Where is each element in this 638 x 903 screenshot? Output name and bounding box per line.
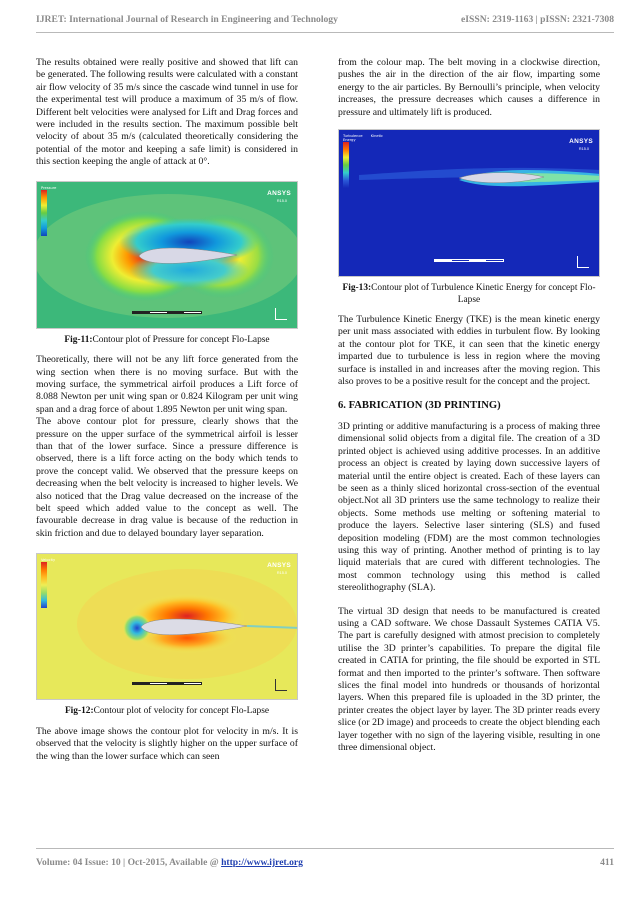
caption-text: Contour plot of Pressure for concept Flo-Lapse: [92, 334, 270, 345]
paragraph: The virtual 3D design that needs to be manufactured is created using a CAD software. We chose Dassault Systemes CATIA V5. The part is carefully designed with atmost precision to completely utilise the 3D printer’s capabilities. To prepare the digital file created in CATIA for printing, the file should be exported in STL format and then imported to the printer’s software. Then software slices the final model into hundreds or thousands of horizontal layers. When this prepared file is uploaded in the 3D printer, the printer creates the object layer by layer. The 3D printer reads every slice (or 2D image) and proceeds to create the object blending each layer together with no sign of the layering visible, resulting in one three dimensional object.: [338, 605, 600, 754]
ansys-logo: ANSYS: [267, 562, 291, 570]
colorbar: [343, 142, 349, 188]
scale-bar: [132, 682, 202, 689]
page-number: 411: [600, 857, 614, 868]
right-column: [338, 57, 600, 754]
legend-title: Turbulence Kinetic Energy: [343, 134, 383, 143]
caption-label: Fig-11:: [64, 334, 93, 345]
section-heading: 6. FABRICATION (3D PRINTING): [338, 400, 501, 412]
header-rule: [36, 32, 614, 33]
paragraph: 3D printing or additive manufacturing is a process of making three dimensional solid objects from a digital file. The creation of a 3D printed object is achieved using additive processes. In an additive process an object is created by laying down successive layers of material until the entire object is created. Each of these layers can be seen as a thinly sliced horizontal cross-section of the eventual object.Not all 3D printers use the same technology to realize their objects. Some methods use melting or softening material to produce the layers. Selective laser sintering (SLS) and fused deposition modeling (FDM) are the most common technologies using this way of printing. Another method of printing is to lay liquid materials that are cured with different technologies. The most common technology using this method is called stereolithography (SLA).: [338, 420, 600, 594]
colorbar: [41, 190, 47, 236]
caption-label: Fig-13:: [342, 283, 372, 294]
page-footer: [36, 857, 614, 868]
tke-contour-figure: [338, 129, 600, 277]
footer-rule: [36, 848, 614, 849]
velocity-contour-figure: [36, 553, 298, 700]
axis-triad: [275, 308, 287, 320]
left-column: [36, 57, 298, 763]
scale-bar: [132, 311, 202, 318]
pressure-contour-figure: [36, 181, 298, 329]
ansys-logo: ANSYS: [569, 138, 593, 146]
axis-triad: [577, 256, 589, 268]
figure-caption: [338, 283, 600, 306]
caption-label: Fig-12:: [64, 706, 94, 717]
colorbar: [41, 562, 47, 608]
paragraph: The results obtained were really positive and showed that lift can be generated. The following results were calculated with a constant air flow velocity of 35 m/s since the cascade wind tunnel in use for the experimental test will produce a maximum of 35 m/s of flow. Different belt velocities were analysed for Lift and Drag forces and were included in the results section. The maximum possible belt velocity of about 35 m/s (calculated theoretically considering the potential of the motor and keeping a safe limit) is considered in this section keeping the angle of attack at 0°.: [36, 57, 298, 168]
legend-title: Pressure: [41, 185, 57, 190]
figure-caption: [36, 706, 298, 718]
paragraph: from the colour map. The belt moving in a clockwise direction, pushes the air in the direction of the air flow, imparting some energy to the air particles. By Bernoulli’s principle, when velocity increases, the pressure decreases which causes a difference in pressure and ultimately lift is produced.: [338, 57, 600, 118]
issn: eISSN: 2319-1163 | pISSN: 2321-7308: [461, 14, 614, 25]
velocity-legend: [41, 558, 81, 608]
figure-caption: [36, 335, 298, 347]
tke-legend: [343, 134, 383, 188]
paragraph: Theoretically, there will not be any lift force generated from the wing section when there is no moving surface. But with the moving surface, the symmetrical airfoil produces a Lift force of 8.088 Newton per unit wing span or 0.824 Kilogram per unit wing span and a drag force of about 1.895 Newton per unit wing span.: [36, 354, 298, 415]
caption-text: Contour plot of velocity for concept Flo-Lapse: [93, 706, 270, 717]
axis-triad: [275, 679, 287, 691]
journal-title: IJRET: International Journal of Research in Engineering and Technology: [36, 14, 338, 25]
volume-info: Volume: 04 Issue: 10 | Oct-2015, Available @: [36, 857, 222, 868]
legend-title: Velocity: [41, 558, 56, 563]
scale-bar: [434, 259, 504, 266]
journal-link[interactable]: http://www.ijret.org: [221, 857, 303, 868]
paragraph: The Turbulence Kinetic Energy (TKE) is the mean kinetic energy per unit mass associated with eddies in turbulent flow. By looking at the contour plot for TKE, it can seen that the kinetic energy imparted due to turbulence is less in region where the moving surface is installed in and increases after the moving region. This also proves to be a positive result for the concept and the project.: [338, 314, 600, 388]
ansys-logo: ANSYS: [267, 189, 291, 197]
footer-volume: [36, 857, 303, 868]
paragraph: The above image shows the contour plot for velocity in m/s. It is observed that the velocity is slightly higher on the upper surface of the wing than the lower surface which can seen: [36, 725, 298, 762]
ansys-version: R15.0: [578, 147, 589, 152]
ansys-version: R15.0: [276, 571, 287, 576]
pressure-legend: [41, 186, 81, 236]
ansys-version: R15.0: [276, 198, 287, 203]
caption-text: Contour plot of Turbulence Kinetic Energy for concept Flo-Lapse: [371, 283, 596, 305]
page-header: [36, 14, 614, 32]
paragraph: The above contour plot for pressure, clearly shows that the pressure on the upper surface of the symmetrical airfoil is lesser than that of the lower surface. Since a pressure difference is observed, there is a lift force acting on the body which tends to prove the concept valid. We observed that the pressure keeps on decreasing when the belt velocity is increased to higher levels. We also noticed that the Drag value decreased on the increase of the belt speed which added value to the concept as well. The favourable decrease in drag value is because of the reduction in skin friction and due to delayed boundary layer separation.: [36, 416, 298, 539]
